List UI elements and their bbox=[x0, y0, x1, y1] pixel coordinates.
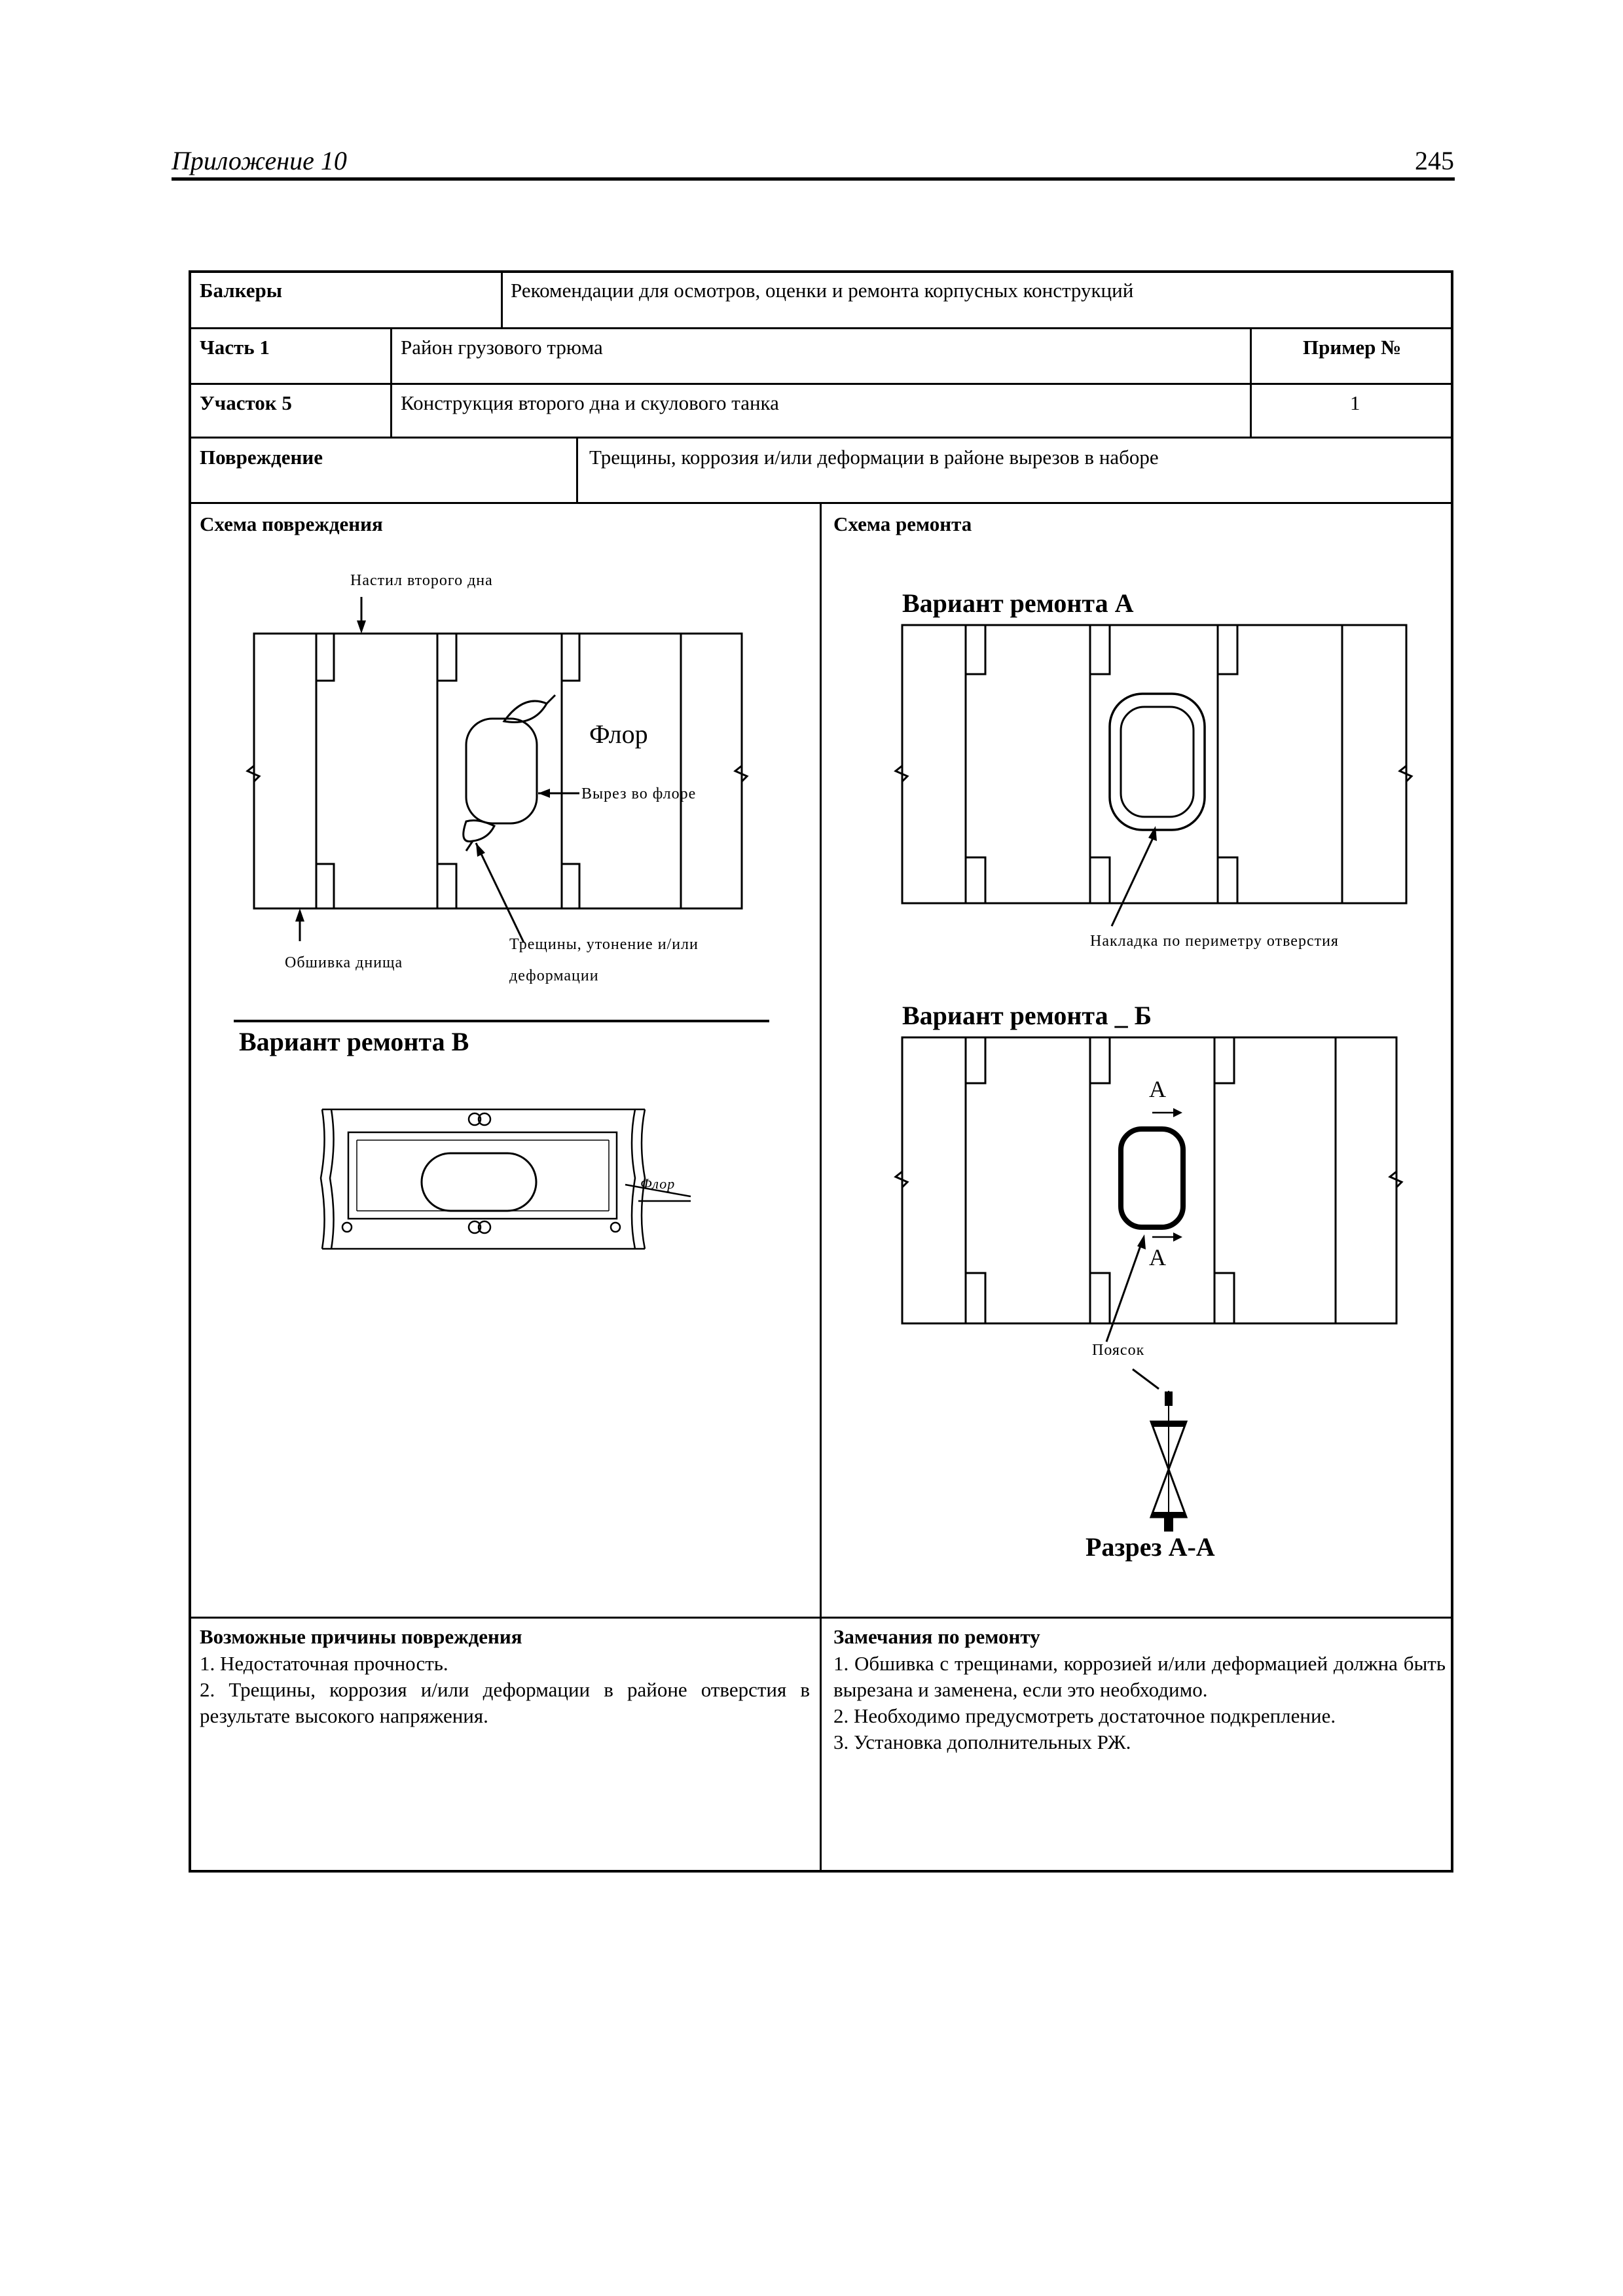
variant-a-title: Вариант ремонта А bbox=[902, 588, 1134, 618]
example-label: Пример № bbox=[1303, 336, 1402, 359]
causes-title: Возможные причины повреждения bbox=[200, 1625, 522, 1648]
repair-scheme-title: Схема ремонта bbox=[833, 512, 972, 535]
damage-text: Трещины, коррозия и/или деформации в районе вырезов в наборе bbox=[589, 446, 1159, 469]
section-aa-title: Разрез А-А bbox=[1085, 1532, 1215, 1562]
damage-scheme-title: Схема повреждения bbox=[200, 512, 383, 535]
example-number: 1 bbox=[1350, 391, 1360, 414]
remark-item: 2. Необходимо предусмотреть достаточное подкрепление. bbox=[833, 1704, 1336, 1727]
variant-b-repair-title: Вариант ремонта _ Б bbox=[902, 1001, 1152, 1030]
remarks-title: Замечания по ремонту bbox=[833, 1625, 1040, 1648]
part-label: Часть 1 bbox=[200, 336, 270, 359]
appendix-title: Приложение 10 bbox=[172, 146, 347, 175]
label-bottom-shell: Обшивка днища bbox=[285, 954, 403, 971]
cause-item: 1. Недостаточная прочность. bbox=[200, 1652, 448, 1675]
remark-item: 3. Установка дополнительных РЖ. bbox=[833, 1731, 1131, 1753]
remark-item: 1. Обшивка с трещинами, коррозией и/или деформацией должна быть вырезана и заменена, если это необходимо. bbox=[833, 1652, 1446, 1701]
label-cracks-line-1: Трещины, утонение и/или bbox=[509, 936, 699, 953]
page-number: 245 bbox=[1415, 146, 1454, 175]
variant-b-floor-label: Флор bbox=[640, 1175, 676, 1192]
section-text: Конструкция второго дна и скулового танка bbox=[401, 391, 779, 414]
document-subject: Рекомендации для осмотров, оценки и ремонта корпусных конструкций bbox=[511, 279, 1134, 302]
section-letter-bottom: А bbox=[1149, 1244, 1166, 1270]
label-floor-cutout: Вырез во флоре bbox=[581, 785, 697, 802]
label-cracks-line-2: деформации bbox=[509, 967, 599, 984]
remarks-list bbox=[833, 1651, 1446, 1755]
label-floor: Флор bbox=[589, 719, 648, 749]
label-perimeter-doubler: Накладка по периметру отверстия bbox=[1090, 933, 1339, 950]
section-letter-top: А bbox=[1149, 1076, 1166, 1102]
label-belt: Поясок bbox=[1092, 1342, 1145, 1359]
damage-label: Повреждение bbox=[200, 446, 323, 469]
ship-type-label: Балкеры bbox=[200, 279, 282, 302]
variant-b-title: Вариант ремонта В bbox=[239, 1027, 469, 1056]
part-text: Район грузового трюма bbox=[401, 336, 603, 359]
section-label: Участок 5 bbox=[200, 391, 292, 414]
causes-list bbox=[200, 1651, 810, 1729]
cause-item: 2. Трещины, коррозия и/или деформации в районе отверстия в результате высокого напряжения. bbox=[200, 1678, 810, 1727]
label-second-bottom-plating: Настил второго дна bbox=[350, 572, 493, 589]
